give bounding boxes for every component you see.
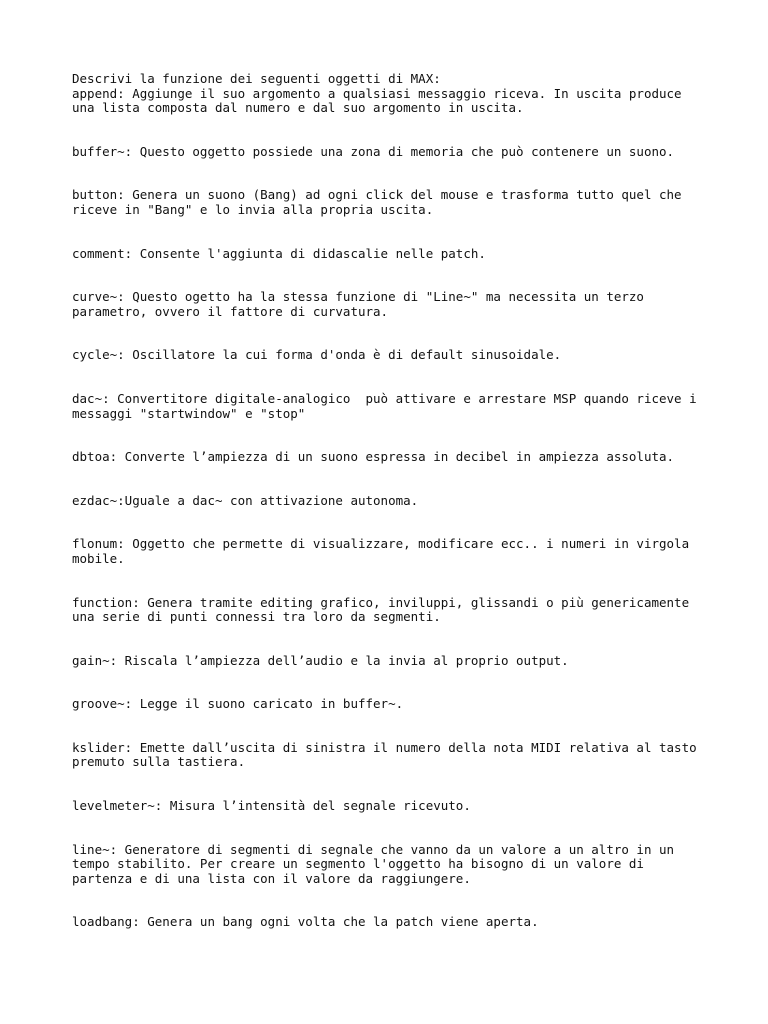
entry-button: button: Genera un suono (Bang) ad ogni click del mouse e trasforma tutto quel che riceve in "Bang" e lo invia alla propria uscita.: [72, 187, 682, 217]
paragraph-gap: [72, 814, 712, 843]
entry-line: line~: Generatore di segmenti di segnale che vanno da un valore a un altro in un tempo stabilito. Per creare un segmento l'oggetto ha bisogno di un valore di partenza e di una lista con il valore da raggiungere.: [72, 841, 675, 886]
paragraph-gap: [72, 261, 712, 290]
entry-flonum: flonum: Oggetto che permette di visualizzare, modificare ecc.. i numeri in virgola mobile.: [72, 536, 690, 566]
paragraph-gap: [72, 770, 712, 799]
paragraph-gap: [72, 712, 712, 741]
entry-function: function: Genera tramite editing grafico, inviluppi, glissandi o più genericamente una serie di punti connessi tra loro da segmenti.: [72, 594, 690, 625]
paragraph-gap: [72, 668, 712, 697]
paragraph-gap: [72, 218, 712, 247]
paragraph-gap: [72, 625, 712, 654]
paragraph-gap: [72, 159, 712, 188]
paragraph-gap: [72, 116, 712, 145]
paragraph-gap: [72, 508, 712, 537]
document-page: [72, 72, 712, 930]
paragraph-gap: [72, 363, 712, 392]
entry-buffer: buffer~: Questo oggetto possiede una zona di memoria che può contenere un suono.: [72, 143, 675, 159]
paragraph-gap: [72, 886, 712, 915]
paragraph-gap: [72, 567, 712, 596]
paragraph-gap: [72, 319, 712, 348]
entry-cycle: cycle~: Oscillatore la cui forma d'onda è di default sinusoidale.: [72, 347, 562, 363]
entry-groove: groove~: Legge il suono caricato in buffer~.: [72, 696, 404, 712]
entry-append: append: Aggiunge il suo argomento a qualsiasi messaggio riceva. In uscita produce una lista composta dal numero e dal suo argomento in uscita.: [72, 85, 682, 116]
entry-ezdac: ezdac~:Uguale a dac~ con attivazione autonoma.: [72, 492, 419, 508]
entry-loadbang: loadbang: Genera un bang ogni volta che la patch viene aperta.: [72, 914, 539, 930]
document-heading: Descrivi la funzione dei seguenti oggetti di MAX:: [72, 71, 441, 86]
paragraph-gap: [72, 421, 712, 450]
entry-levelmeter: levelmeter~: Misura l’intensità del segnale ricevuto.: [72, 798, 471, 814]
entry-gain: gain~: Riscala l’ampiezza dell’audio e la invia al proprio output.: [72, 652, 569, 668]
entry-dbtoa: dbtoa: Converte l’ampiezza di un suono espressa in decibel in ampiezza assoluta.: [72, 449, 675, 465]
entry-kslider: kslider: Emette dall’uscita di sinistra il numero della nota MIDI relativa al tasto premuto sulla tastiera.: [72, 739, 697, 770]
entry-comment: comment: Consente l'aggiunta di didascalie nelle patch.: [72, 245, 486, 261]
entry-dac: dac~: Convertitore digitale-analogico può attivare e arrestare MSP quando riceve i messaggi "startwindow" e "stop": [72, 390, 697, 421]
paragraph-gap: [72, 465, 712, 494]
entry-curve: curve~: Questo ogetto ha la stessa funzione di "Line~" ma necessita un terzo parametro, ovvero il fattore di curvatura.: [72, 289, 644, 319]
